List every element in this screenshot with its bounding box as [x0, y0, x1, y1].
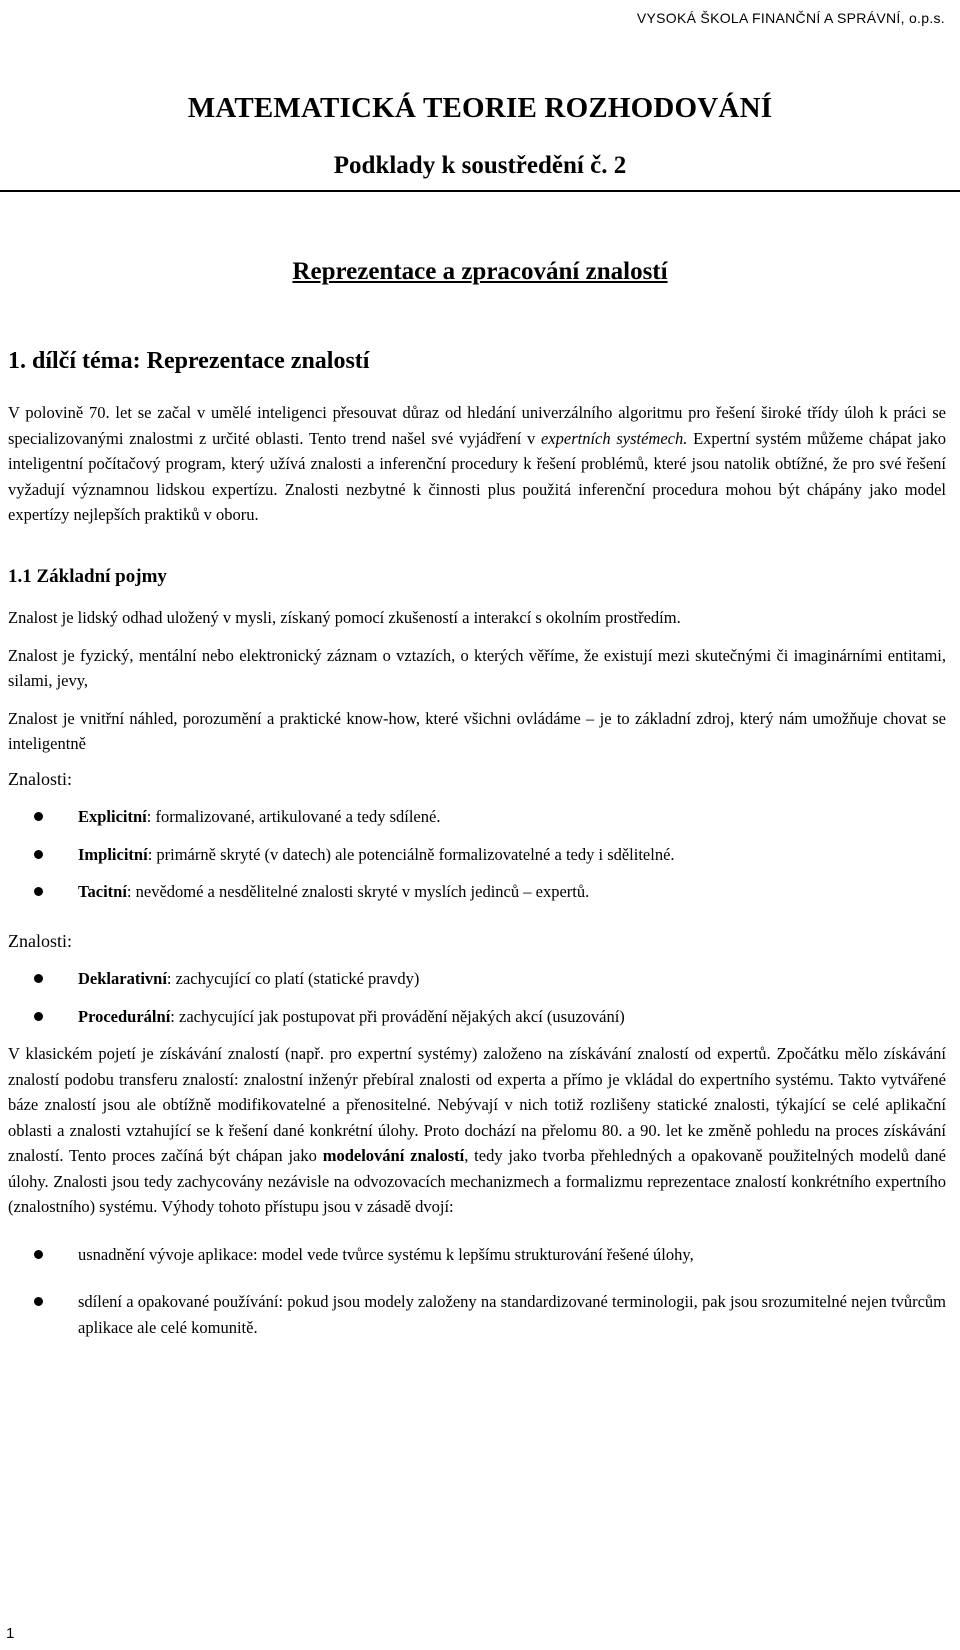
intro-text-1: V polovině 70. let se začal v umělé inteligenci přesouvat důraz od hledání univerzálního algoritmu pro řešení široké třídy úloh k práci se specializovanými znalostmi z určité oblasti. Tento trend našel své vyjádření v [8, 403, 946, 448]
university-header: VYSOKÁ ŠKOLA FINANČNÍ A SPRÁVNÍ, o.p.s. [636, 10, 945, 26]
list-item-term: Implicitní [78, 844, 148, 864]
page-subtitle: Podklady k soustředění č. 2 [333, 152, 627, 179]
list-item [8, 1004, 946, 1030]
subtopic-heading: 1. dílčí téma: Reprezentace znalostí [8, 348, 370, 374]
intro-paragraph [8, 400, 946, 528]
list-item-text: sdílení a opakované používání: pokud jsou modely založeny na standardizované terminologii, pak jsou srozumitelné nejen tvůrcům aplikace ale celé komunitě. [78, 1292, 946, 1337]
intro-text-2: Expertní systém můžeme chápat jako inteligentní počítačový program, který užívá znalosti a inferenční procedury k řešení problémů, které jsou natolik obtížné, že pro své řešení vyžadují významnou lidskou expertízu. Znalosti nezbytné k činnosti plus použitá inferenční procedura mohou být chápány jako model expertízy nejlepších praktiků v oboru. [8, 428, 946, 524]
section-heading: 1.1 Základní pojmy [8, 565, 167, 587]
list-item [8, 1242, 946, 1268]
list-item [8, 842, 946, 868]
list-item [8, 879, 946, 905]
knowledge-list-heading: Znalosti: [8, 768, 72, 789]
knowledge-list-heading: Znalosti: [8, 930, 72, 951]
acquisition-text-1: V klasickém pojetí je získávání znalostí (např. pro expertní systémy) založeno na získávání znalostí od expertů. Zpočátku mělo získávání znalostí podobu transferu znalostí: znalostní inženýr přebíral znalosti od experta a přímo je vkládal do expertního systému. Takto vytvářené báze znalostí jsou ale obtížně modifikovatelné a přenositelné. Nebývají v nich totiž rozlišeny statické znalosti, týkající se celé aplikační oblasti a znalosti vztahující se k řešení dané konkrétní úlohy. Proto dochází na přelomu 80. a 90. let ke změně pohledu na proces získávání znalostí. Tento proces začíná být chápan jako [8, 1044, 946, 1165]
list-item-term: Tacitní [78, 882, 127, 901]
list-item-term: Deklarativní [78, 969, 167, 988]
list-item [8, 804, 946, 830]
topic-title: Reprezentace a zpracování znalostí [292, 258, 668, 285]
bullet-icon [34, 1012, 43, 1021]
acquisition-bold: modelování znalostí [322, 1146, 465, 1165]
list-item-term: Procedurální [78, 1006, 171, 1026]
bullet-icon [34, 1297, 43, 1306]
definition-paragraph-3: Znalost je vnitřní náhled, porozumění a praktické know-how, které všichni ovládáme – je to základní zdroj, který nám umožňuje chovat se inteligentně [8, 708, 946, 753]
list-item-term: Explicitní [78, 807, 147, 826]
bullet-icon [34, 1250, 43, 1259]
knowledge-forms-list [8, 966, 946, 1029]
knowledge-types-list [8, 804, 946, 905]
list-item [8, 1289, 946, 1340]
list-item-text: : nevědomé a nesdělitelné znalosti skryté v myslích jedinců – expertů. [126, 882, 590, 901]
intro-emphasis: expertních systémech. [540, 428, 688, 448]
list-item-text: : zachycující jak postupovat při provádění nějakých akcí (usuzování) [170, 1006, 625, 1026]
list-item [8, 966, 946, 992]
acquisition-text-2: , tedy jako tvorba přehledných a opakovaně použitelných modelů dané úlohy. Znalosti jsou tedy zachycovány nezávisle na odvozovacích mechanizmech a formalizmu reprezentace znalostí konkrétního expertního (znalostního) systému. Výhody tohoto přístupu jsou v zásadě dvojí: [8, 1146, 946, 1216]
definition-paragraph-2: Znalost je fyzický, mentální nebo elektronický záznam o vztazích, o kterých věříme, že existují mezi skutečnými či imaginárními entitami, silami, jevy, [8, 645, 946, 690]
bullet-icon [34, 887, 43, 896]
list-item-text: : zachycující co platí (statické pravdy) [166, 969, 420, 988]
header-divider [0, 190, 960, 192]
document-body [8, 400, 946, 1352]
bullet-icon [34, 812, 43, 821]
page-title: MATEMATICKÁ TEORIE ROZHODOVÁNÍ [187, 92, 773, 124]
bullet-icon [34, 850, 43, 859]
list-item-text: usnadnění vývoje aplikace: model vede tvůrce systému k lepšímu strukturování řešené úlohy, [78, 1244, 694, 1264]
list-item-text: : formalizované, artikulované a tedy sdílené. [146, 807, 441, 826]
bullet-icon [34, 974, 43, 983]
acquisition-paragraph [8, 1041, 946, 1220]
list-item-text: : primárně skryté (v datech) ale potenciálně formalizovatelné a tedy i sdělitelné. [147, 844, 675, 864]
page-number: 1 [6, 1625, 15, 1642]
definition-paragraph-1: Znalost je lidský odhad uložený v mysli, získaný pomocí zkušeností a interakcí s okolním prostředím. [8, 608, 681, 627]
advantages-list [8, 1242, 946, 1341]
